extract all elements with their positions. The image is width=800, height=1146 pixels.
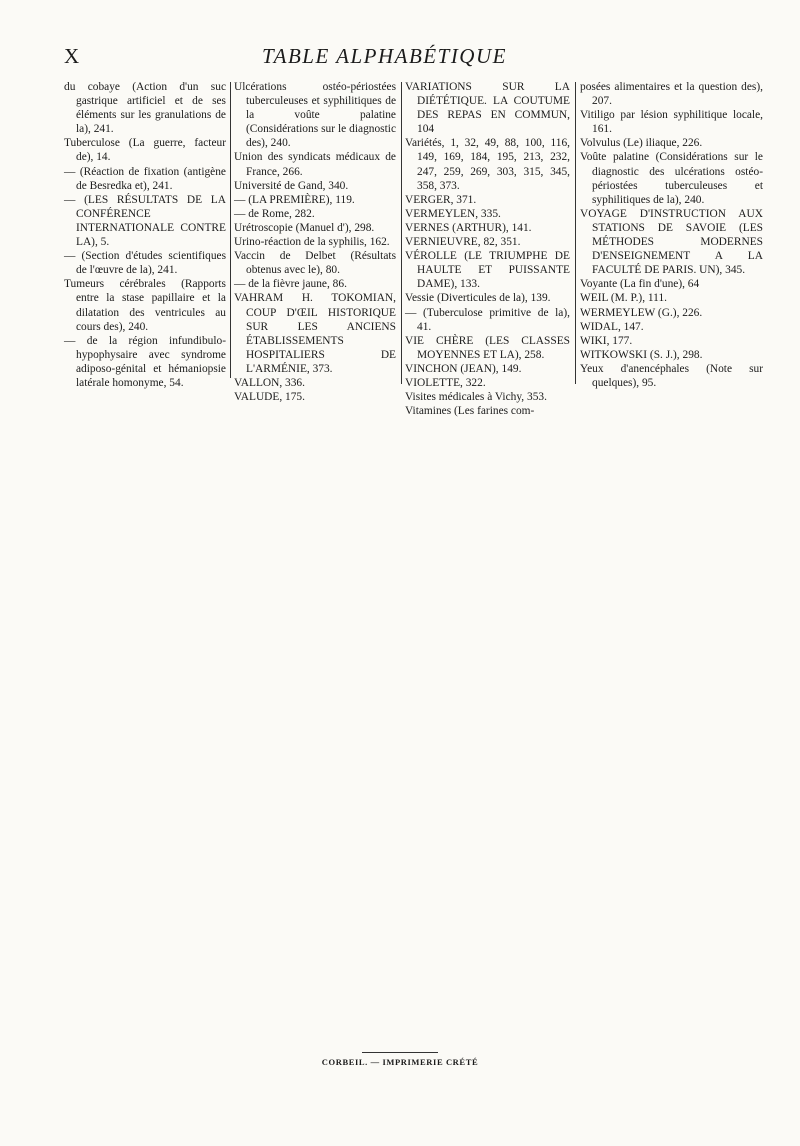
index-entry: — (Section d'études scientifiques de l'œuvre de la), 241. <box>64 250 226 277</box>
index-entry: — de la région infundibulo-hypophysaire avec syndrome adiposo-génital et hémaniopsie latérale homonyme, 54. <box>64 334 226 389</box>
column-divider <box>401 82 402 384</box>
index-entry: Vessie (Diverticules de la), 139. <box>405 292 551 305</box>
index-column-3 <box>405 80 570 418</box>
index-entry: WIKI, 177. <box>580 334 633 347</box>
index-entry: — (Réaction de fixation (antigène de Besredka et), 241. <box>64 165 226 192</box>
index-column-2 <box>234 80 396 404</box>
index-entry: VERNES (ARTHUR), 141. <box>405 221 532 234</box>
index-entry: Voûte palatine (Considérations sur le diagnostic des ulcérations ostéo-périostées tuberculeuses et syphilitiques de la), 240. <box>580 151 763 206</box>
index-entry: — de la fièvre jaune, 86. <box>234 278 347 291</box>
index-entry: — de Rome, 282. <box>234 207 315 220</box>
index-entry: VÉROLLE (LE TRIUMPHE DE HAULTE ET PUISSANTE DAME), 133. <box>405 250 570 291</box>
index-entry: Ulcérations ostéo-périostées tuberculeuses et syphilitiques de la voûte palatine (Considérations sur le diagnostic des), 240. <box>234 81 396 150</box>
page-number: X <box>64 44 81 68</box>
index-entry: Volvulus (Le) iliaque, 226. <box>580 137 703 150</box>
index-entry: — (LA PREMIÈRE), 119. <box>234 193 355 206</box>
index-entry: Vitamines (Les farines com- <box>405 405 535 418</box>
index-entry: VERMEYLEN, 335. <box>405 207 501 220</box>
index-column-1 <box>64 80 226 390</box>
column-divider <box>575 82 576 384</box>
index-entry: Urétroscopie (Manuel d'), 298. <box>234 221 375 234</box>
index-entry: VERGER, 371. <box>405 193 477 206</box>
running-title: TABLE ALPHABÉTIQUE <box>262 44 507 68</box>
index-entry: Tumeurs cérébrales (Rapports entre la stase papillaire et la dilatation des ventricules au cours des), 240. <box>64 278 226 333</box>
index-entry: VIOLETTE, 322. <box>405 376 486 389</box>
column-divider <box>230 82 231 378</box>
index-entry: du cobaye (Action d'un suc gastrique artificiel et de ses éléments sur les granulations de la), 241. <box>64 81 226 136</box>
index-entry: Urino-réaction de la syphilis, 162. <box>234 236 390 249</box>
index-column-4 <box>580 80 763 390</box>
index-entry: Vaccin de Delbet (Résultats obtenus avec le), 80. <box>234 250 396 277</box>
index-entry: Variétés, 1, 32, 49, 88, 100, 116, 149, 169, 184, 195, 213, 232, 247, 259, 269, 303, 315, 345, 358, 373. <box>405 137 570 192</box>
index-entry: WIDAL, 147. <box>580 320 644 333</box>
index-entry: VOYAGE D'INSTRUCTION AUX STATIONS DE SAVOIE (LES MÉTHODES MODERNES D'ENSEIGNEMENT A LA FACULTÉ DE PARIS. UN), 345. <box>580 207 763 277</box>
index-entry: VAHRAM H. TOKOMIAN, COUP D'ŒIL HISTORIQUE SUR LES ANCIENS ÉTABLISSEMENTS HOSPITALIERS DE L'ARMÉNIE, 373. <box>234 292 396 375</box>
index-entry: — (LES RÉSULTATS DE LA CONFÉRENCE INTERNATIONALE CONTRE LA), 5. <box>64 193 226 249</box>
footer-rule <box>362 1052 438 1053</box>
index-entry: VALUDE, 175. <box>234 391 305 404</box>
index-entry: VIE CHÈRE (LES CLASSES MOYENNES ET LA), 258. <box>405 334 570 361</box>
index-entry: Tuberculose (La guerre, facteur de), 14. <box>64 137 226 164</box>
printer-imprint: CORBEIL. — IMPRIMERIE CRÉTÉ <box>321 1057 479 1067</box>
index-entry: VALLON, 336. <box>234 376 305 389</box>
index-entry: — (Tuberculose primitive de la), 41. <box>405 306 570 333</box>
index-entry: VINCHON (JEAN), 149. <box>405 362 522 375</box>
index-entry: Union des syndicats médicaux de France, 266. <box>234 151 396 178</box>
index-entry: WERMEYLEW (G.), 226. <box>580 306 703 319</box>
index-entry: WEIL (M. P.), 111. <box>580 292 667 305</box>
index-entry: Visites médicales à Vichy, 353. <box>405 391 547 404</box>
index-entry: Université de Gand, 340. <box>234 179 349 192</box>
index-entry: Voyante (La fin d'une), 64 <box>580 278 700 291</box>
index-entry: Yeux d'anencéphales (Note sur quelques), 95. <box>580 362 763 389</box>
index-entry: posées alimentaires et la question des), 207. <box>580 81 763 108</box>
index-entry: VERNIEUVRE, 82, 351. <box>405 236 521 249</box>
index-entry: Vitiligo par lésion syphilitique locale, 161. <box>580 109 763 136</box>
index-entry: VARIATIONS SUR LA DIÉTÉTIQUE. LA COUTUME DES REPAS EN COMMUN, 104 <box>405 81 570 136</box>
index-entry: WITKOWSKI (S. J.), 298. <box>580 348 703 361</box>
